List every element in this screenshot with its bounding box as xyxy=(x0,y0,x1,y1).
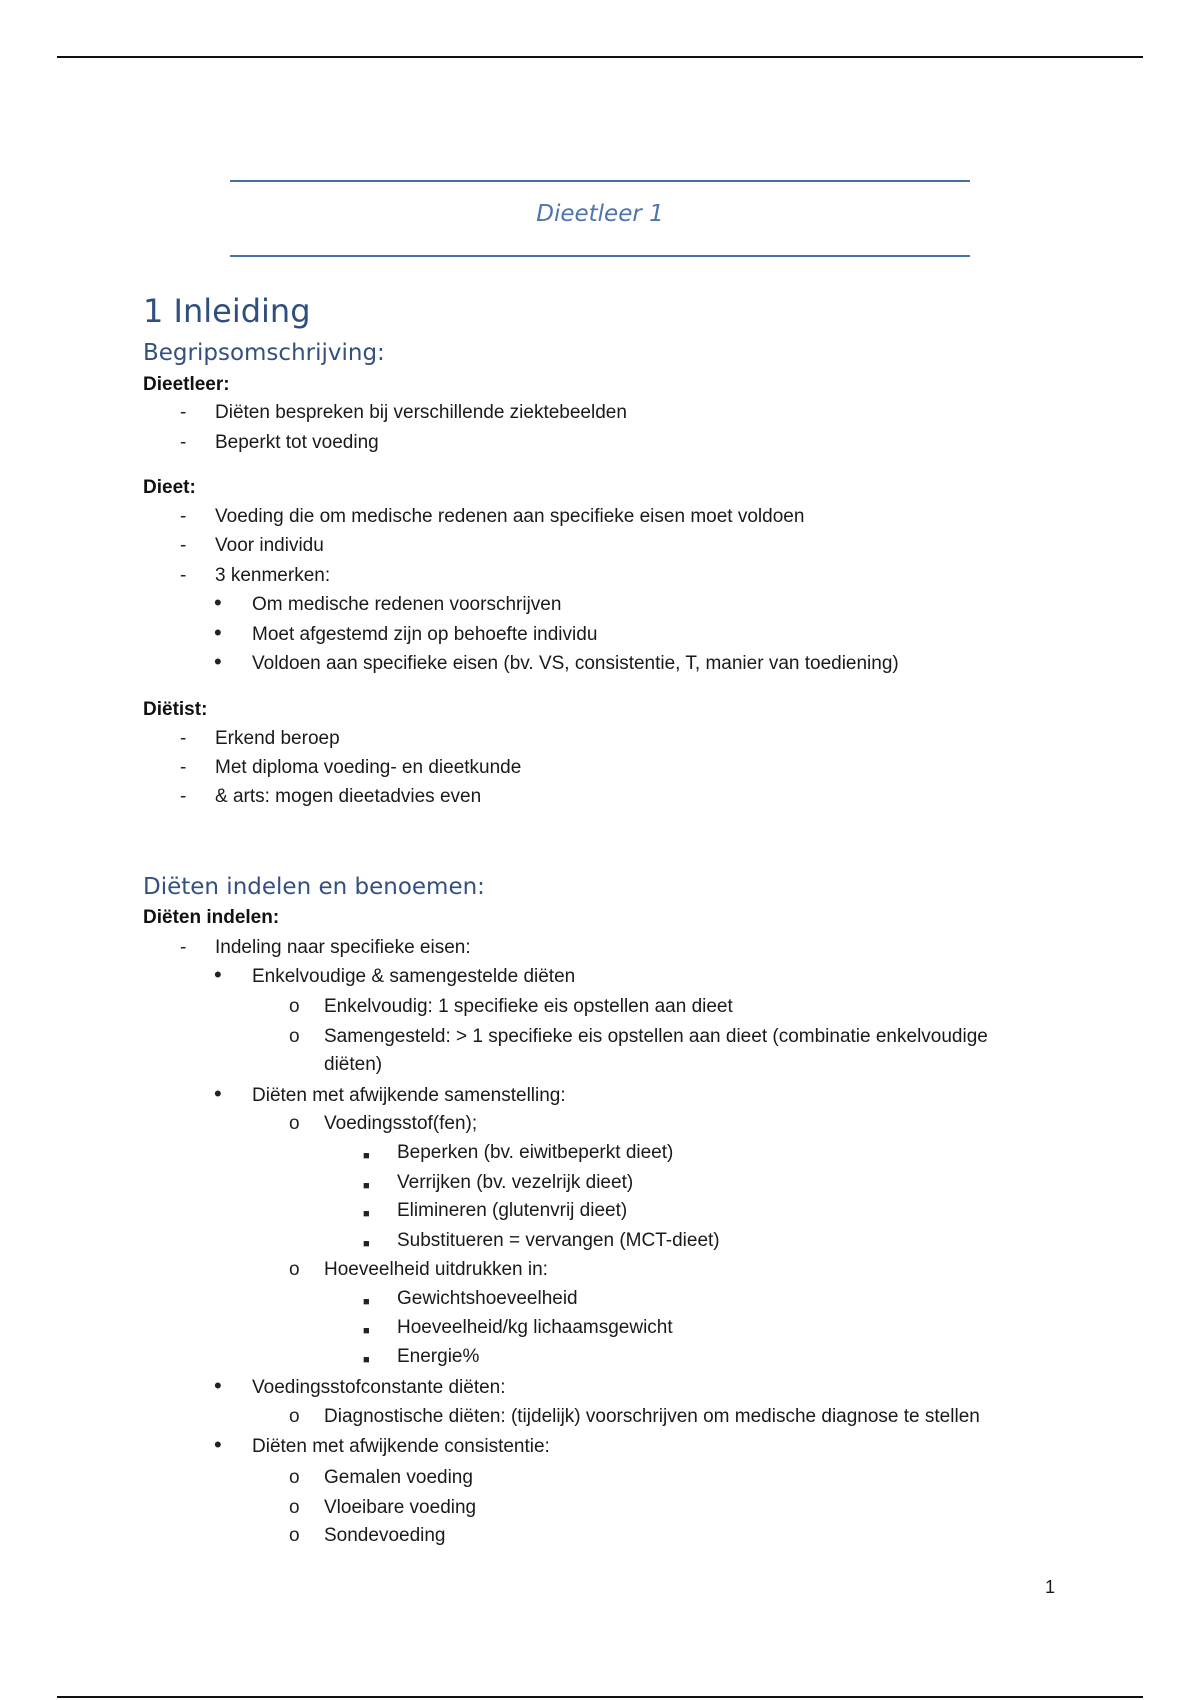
term-dieten-indelen: Diëten indelen: xyxy=(143,907,280,928)
list-item: Verrijken (bv. vezelrijk dieet) xyxy=(397,1172,634,1193)
list-item: Beperkt tot voeding xyxy=(215,432,379,453)
section-heading-begripsomschrijving: Begripsomschrijving: xyxy=(143,340,385,366)
page-number: 1 xyxy=(1045,1577,1056,1597)
square-bullet: ■ xyxy=(363,1296,370,1308)
list-item: Met diploma voeding- en dieetkunde xyxy=(215,757,522,778)
list-item: Beperken (bv. eiwitbeperkt dieet) xyxy=(397,1142,674,1163)
list-item: Erkend beroep xyxy=(215,728,340,749)
title-top-rule xyxy=(230,180,970,182)
dash-bullet: - xyxy=(180,535,187,556)
list-item: Voor individu xyxy=(215,535,324,556)
list-item: Voedingsstofconstante diëten: xyxy=(252,1377,506,1398)
footer-rule xyxy=(57,1696,1143,1698)
list-item: Enkelvoudig: 1 specifieke eis opstellen aan dieet xyxy=(324,996,733,1017)
circle-bullet: o xyxy=(289,1406,300,1427)
term-dieetleer: Dieetleer: xyxy=(143,374,230,395)
list-item: Energie% xyxy=(397,1346,480,1367)
list-item: Diagnostische diëten: (tijdelijk) voorschrijven om medische diagnose te stellen xyxy=(324,1406,980,1427)
section-heading-dieten-indelen: Diëten indelen en benoemen: xyxy=(143,874,485,900)
dot-bullet: • xyxy=(214,649,222,674)
dash-bullet: - xyxy=(180,432,187,453)
dot-bullet: • xyxy=(214,962,222,987)
term-dietist: Diëtist: xyxy=(143,699,208,720)
dot-bullet: • xyxy=(214,1081,222,1106)
list-item: Gewichtshoeveelheid xyxy=(397,1288,578,1309)
dot-bullet: • xyxy=(214,620,222,645)
circle-bullet: o xyxy=(289,1525,300,1546)
list-item: Voeding die om medische redenen aan specifieke eisen moet voldoen xyxy=(215,506,805,527)
dot-bullet: • xyxy=(214,1432,222,1457)
dash-bullet: - xyxy=(180,786,187,807)
square-bullet: ■ xyxy=(363,1238,370,1250)
list-item: Sondevoeding xyxy=(324,1525,446,1546)
circle-bullet: o xyxy=(289,996,300,1017)
list-item: Diëten bespreken bij verschillende ziektebeelden xyxy=(215,402,627,423)
square-bullet: ■ xyxy=(363,1180,370,1192)
square-bullet: ■ xyxy=(363,1150,370,1162)
list-item: Gemalen voeding xyxy=(324,1467,473,1488)
dash-bullet: - xyxy=(180,757,187,778)
square-bullet: ■ xyxy=(363,1325,370,1337)
document-title: Dieetleer 1 xyxy=(536,201,664,227)
dash-bullet: - xyxy=(180,506,187,527)
header-rule xyxy=(57,56,1143,58)
circle-bullet: o xyxy=(289,1497,300,1518)
dot-bullet: • xyxy=(214,590,222,615)
list-item: Voedingsstof(fen); xyxy=(324,1113,478,1134)
list-item: 3 kenmerken: xyxy=(215,565,331,586)
circle-bullet: o xyxy=(289,1467,300,1488)
dash-bullet: - xyxy=(180,937,187,958)
list-item: & arts: mogen dieetadvies even xyxy=(215,786,482,807)
dash-bullet: - xyxy=(180,565,187,586)
circle-bullet: o xyxy=(289,1026,300,1047)
list-item: Moet afgestemd zijn op behoefte individu xyxy=(252,624,598,645)
list-item: Diëten met afwijkende consistentie: xyxy=(252,1436,550,1457)
circle-bullet: o xyxy=(289,1259,300,1280)
list-item: Diëten met afwijkende samenstelling: xyxy=(252,1085,566,1106)
circle-bullet: o xyxy=(289,1113,300,1134)
square-bullet: ■ xyxy=(363,1354,370,1366)
list-item: Voldoen aan specifieke eisen (bv. VS, consistentie, T, manier van toediening) xyxy=(252,653,899,674)
list-item: Hoeveelheid/kg lichaamsgewicht xyxy=(397,1317,673,1338)
list-item: Om medische redenen voorschrijven xyxy=(252,594,562,615)
term-dieet: Dieet: xyxy=(143,477,196,498)
dash-bullet: - xyxy=(180,728,187,749)
dot-bullet: • xyxy=(214,1373,222,1398)
title-bottom-rule xyxy=(230,255,970,257)
list-item-continuation: diëten) xyxy=(324,1054,383,1075)
square-bullet: ■ xyxy=(363,1208,370,1220)
list-item: Indeling naar specifieke eisen: xyxy=(215,937,471,958)
list-item: Samengesteld: > 1 specifieke eis opstellen aan dieet (combinatie enkelvoudige xyxy=(324,1026,988,1047)
list-item: Hoeveelheid uitdrukken in: xyxy=(324,1259,548,1280)
list-item: Elimineren (glutenvrij dieet) xyxy=(397,1200,628,1221)
list-item: Substitueren = vervangen (MCT-dieet) xyxy=(397,1230,720,1251)
dash-bullet: - xyxy=(180,402,187,423)
chapter-heading: 1 Inleiding xyxy=(143,292,311,330)
list-item: Vloeibare voeding xyxy=(324,1497,477,1518)
list-item: Enkelvoudige & samengestelde diëten xyxy=(252,966,576,987)
